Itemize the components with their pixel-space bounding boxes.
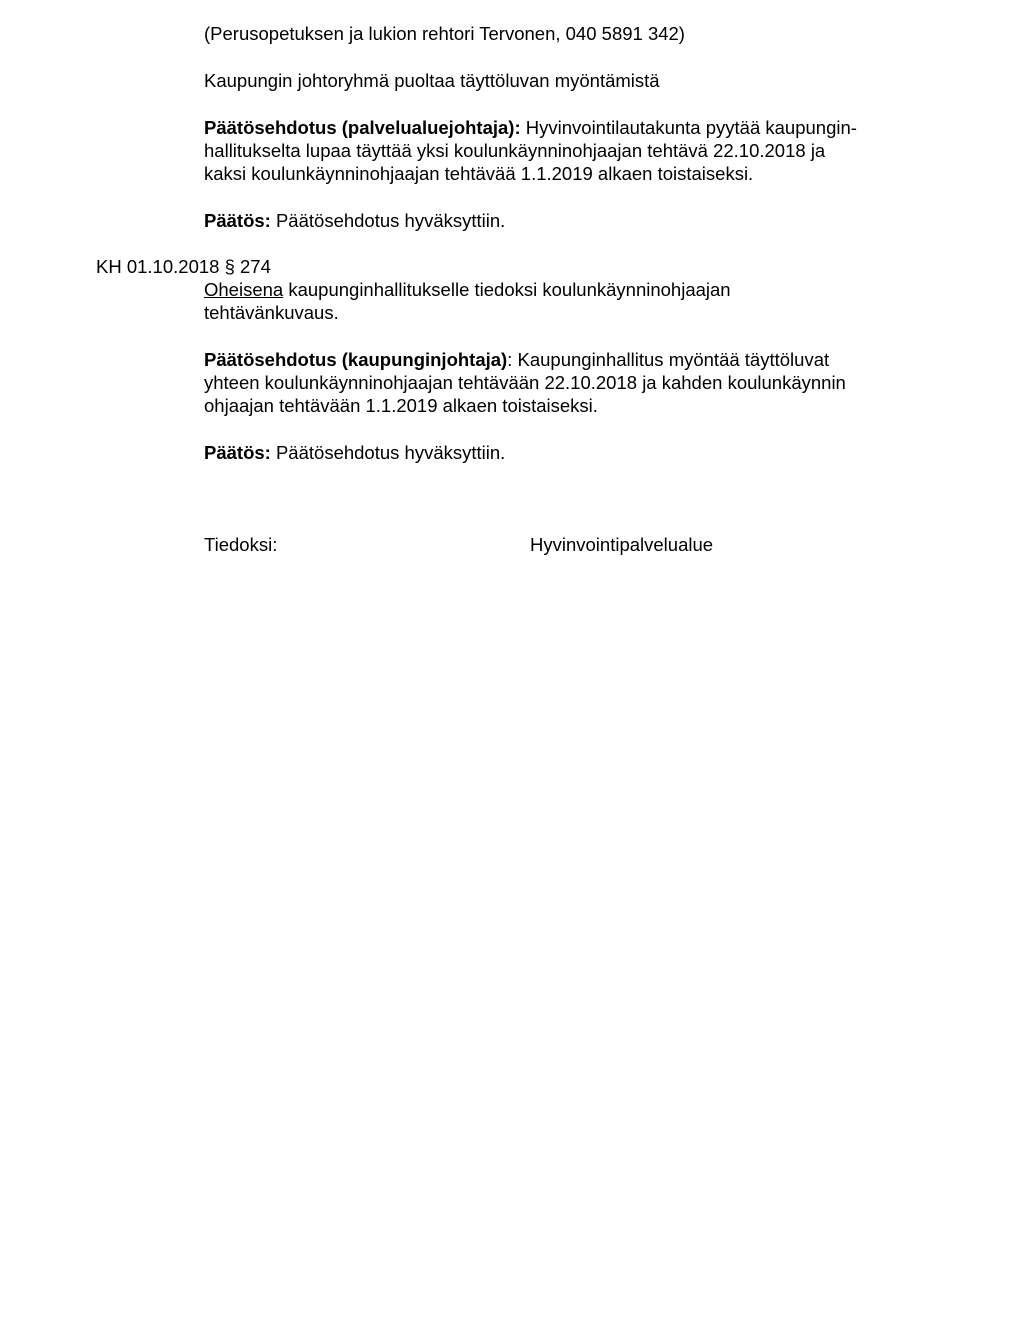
contact-line [204, 22, 924, 45]
attachment-link[interactable]: Oheisena [204, 279, 284, 300]
proposal1-label: Päätösehdotus (palvelualuejohtaja): [204, 117, 521, 138]
proposal1-line-2: hallitukselta lupaa täyttää yksi koulunkäynninohjaajan tehtävä 22.10.2018 ja [204, 140, 826, 161]
proposal2-line-1 [204, 348, 924, 371]
attachment-paragraph [204, 278, 924, 324]
proposal-kaupunginjohtaja [204, 348, 924, 417]
recommendation-text: Kaupungin johtoryhmä puoltaa täyttöluvan myöntämistä [204, 70, 660, 91]
contact-text: (Perusopetuksen ja lukion rehtori Tervonen, 040 5891 342) [204, 23, 685, 44]
attachment-text-1: kaupunginhallitukselle tiedoksi koulunkäynninohjaajan [283, 279, 731, 300]
decision-1 [204, 209, 924, 232]
proposal2-line-2: yhteen koulunkäynninohjaajan tehtävään 22.10.2018 ja kahden koulunkäynnin [204, 372, 846, 393]
decision2-text: Päätösehdotus hyväksyttiin. [270, 442, 506, 463]
recommendation-line [204, 69, 924, 92]
proposal2-label: Päätösehdotus (kaupunginjohtaja) [204, 349, 508, 370]
distribution-value: Hyvinvointipalvelualue [530, 534, 714, 555]
proposal2-text-1: : Kaupunginhallitus myöntää täyttöluvat [507, 349, 830, 370]
proposal1-text-1: Hyvinvointilautakunta pyytää kaupungin- [520, 117, 857, 138]
kh-section-header: KH 01.10.2018 § 274 [96, 256, 271, 277]
proposal1-line-1 [204, 116, 924, 139]
attachment-line-1 [204, 278, 924, 301]
proposal2-line-3: ohjaajan tehtävään 1.1.2019 alkaen toistaiseksi. [204, 395, 598, 416]
proposal1-line-3: kaksi koulunkäynninohjaajan tehtävää 1.1.2019 alkaen toistaiseksi. [204, 163, 754, 184]
decision1-text: Päätösehdotus hyväksyttiin. [270, 210, 506, 231]
decision1-label: Päätös: [204, 210, 271, 231]
proposal-palvelualuejohtaja [204, 116, 924, 185]
distribution-label: Tiedoksi: [204, 534, 278, 555]
decision2-label: Päätös: [204, 442, 271, 463]
decision-2 [204, 441, 924, 464]
attachment-line-2: tehtävänkuvaus. [204, 302, 339, 323]
